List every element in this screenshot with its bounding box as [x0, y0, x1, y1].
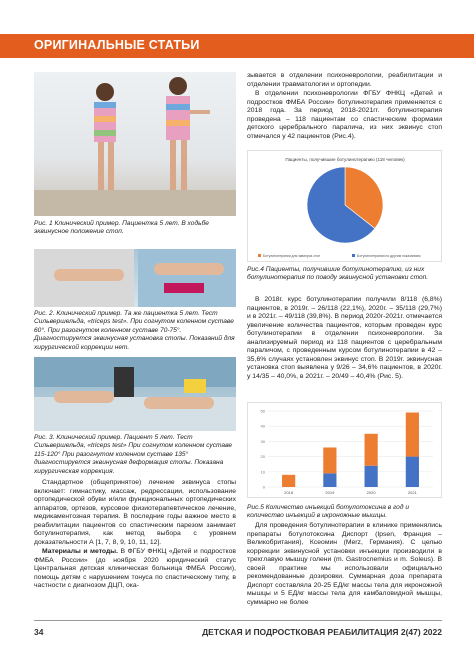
left-paragraph-treatment: Стандартное (общепринятое) лечение эквинуса стопы включает: гимнастику, массаж, редрессации, использование ортопедической обуви и/или функциональных ортопедических аппаратов, ортезов, курсовое физиотерапевтическое лечение, медикаментозная терапия. В последние годы важное место в реабилитации пациентов со спастическим парезом занимает ботулинотерапия, как метод выбора с уровнем доказательности А [1, 7, 8, 9, 10, 11, 12].	[34, 479, 236, 546]
bar-y-tick-label: 0	[262, 484, 265, 490]
bar-segment	[323, 473, 336, 487]
bar-x-tick-label: 2021	[407, 490, 417, 495]
bar-segment	[406, 457, 419, 487]
right-paragraph-intro: зывается в отделении психоневрологии, реабилитации и отделении травматологии и ортопедии.	[247, 72, 442, 88]
figure-4-caption: Рис.4 Пациенты, получившие ботулинотерапию, из них ботулинотерапия по поводу эквинусной установки стоп.	[247, 266, 429, 282]
figure-1-caption: Рис. 1 Клинический пример. Пациентка 5 лет. В ходьбе эквинусное положение стоп.	[34, 220, 209, 236]
bar-y-tick-label: 20	[260, 454, 265, 460]
bar-chart	[247, 402, 442, 498]
footer-divider	[34, 620, 442, 621]
figure-1-photo	[34, 72, 236, 216]
pie-legend-label: Ботулинотерапия для эквинуса стоп	[263, 254, 321, 258]
pie-legend-label: Ботулинотерапия по другим показаниям	[357, 254, 421, 258]
right-paragraph-4: Для проведения ботулинотерапии в клинике применялись препараты ботулотоксина Диспорт (Ipsen, Франция – Великобритания), Ксеомин (Merz, Германия). С целью коррекции эквинусной установки инъекции производили в трехглавую мышцу голени (m. Gastrocnemius и m. Soleus). В своей практике мы использовали официально рекомендованные дозировки. Суммарная доза препарата Диспорт составляла 20-25 ЕД/кг массы тела для икроножной мышцы и 5 ЕД/кг массы тела для камбаловидной мышцы, суммарно не более	[247, 522, 442, 606]
pie-title: Пациенты, получившие ботулинотерапию (118 человек)	[285, 157, 405, 162]
methods-label: Материалы и методы.	[42, 548, 118, 555]
left-paragraph-methods	[34, 548, 236, 591]
bar-segment	[406, 413, 419, 457]
figure-2-photo	[34, 249, 236, 307]
figure-2-caption: Рис. 2. Клинический пример. Та же пациентка 5 лет. Тест Сильвершельда, «triceps test». При согнутом коленном суставе 60°. При разогнутом коленном суставе 70-75°. Диагностируется эквинусная установка стопы. Показаний для хирургической коррекции нет.	[34, 310, 235, 351]
pie-legend-swatch	[258, 254, 261, 257]
figure-3-caption: Рис. 3. Клинический пример. Пациент 5 лет. Тест Сильвершельда, «triceps test» При согнутом коленном суставе 115-120° При разогнутом коленном суставе 135° диагностируется эквинусная деформация стопы. Показана хирургическая коррекция.	[34, 434, 233, 475]
right-column-text-top	[247, 72, 442, 142]
bar-y-tick-label: 30	[260, 438, 265, 444]
pie-legend-swatch	[352, 254, 355, 257]
bar-chart-svg	[248, 403, 443, 499]
right-column-text-middle	[247, 296, 442, 382]
journal-title: ДЕТСКАЯ И ПОДРОСТКОВАЯ РЕАБИЛИТАЦИЯ 2(47) 2022	[202, 627, 442, 637]
figure-5-caption: Рис.5 Количество инъекций ботулотоксина в год и количество инъекций в икроножные мышцы.	[247, 504, 409, 520]
bar-segment	[282, 475, 295, 487]
page-number: 34	[34, 627, 44, 637]
methods-text: В ФГБУ ФНКЦ «Детей и подростков ФМБА России» (до ноября 2020 юридический статус Центральная детская клиническая больница ФМБА России), помощь детям с нарушением тонуса по спастическому типу, в частности с диагнозом ДЦП, ока-	[34, 548, 236, 589]
bar-x-tick-label: 2020	[366, 490, 376, 495]
right-paragraph-2: В отделении психоневрологии ФГБУ ФНКЦ «Детей и подростков ФМБА России» ботулинотерапия применяется с 2018 года. За период 2018-2021гг. ботулинотерапия проведена – 118 пациентам со спастическим формами детского церебрального паралича, из них эквинус стоп отмечался у 42 пациентов (Рис.4).	[247, 90, 442, 140]
bar-y-tick-label: 10	[260, 469, 265, 475]
bar-x-tick-label: 2019	[325, 490, 335, 495]
bar-segment	[365, 466, 378, 487]
bar-x-tick-label: 2018	[284, 490, 294, 495]
bar-segment	[323, 447, 336, 473]
figure-3-photo	[34, 357, 236, 431]
pie-chart-svg	[248, 151, 443, 263]
left-column-text	[34, 479, 236, 592]
bar-y-tick-label: 40	[260, 423, 265, 429]
pie-chart	[247, 150, 442, 262]
right-column-text-bottom	[247, 522, 442, 608]
right-paragraph-3: В 2018г. курс ботулинотерапии получили 8/118 (6,8%) пациентов, в 2019г. – 26/118 (22,1%), 2020г. – 35/118 (29,7%) и в 2021г. – 49/118 (39,8%). В период 2020г-2021г. отмечается увеличение количества пациентов, которым проведен курс ботулинотерапии в отделении психоневрологии. За анализируемый период из 118 пациентов с церебральным параличом, с проведенным курсом ботулинотерапии в 42 – 35,6% случаях установлен эквинус стоп. В 2019г. эквинусная установка стоп выявлена у 9/26 – 34,6% пациентов, в 2020г. у 14/35 – 40,0%, в 2021г. – 20/49 – 40,4% (Рис. 5).	[247, 296, 442, 380]
section-title: ОРИГИНАЛЬНЫЕ СТАТЬИ	[34, 38, 200, 52]
bar-y-tick-label: 50	[260, 408, 265, 414]
bar-segment	[365, 434, 378, 466]
